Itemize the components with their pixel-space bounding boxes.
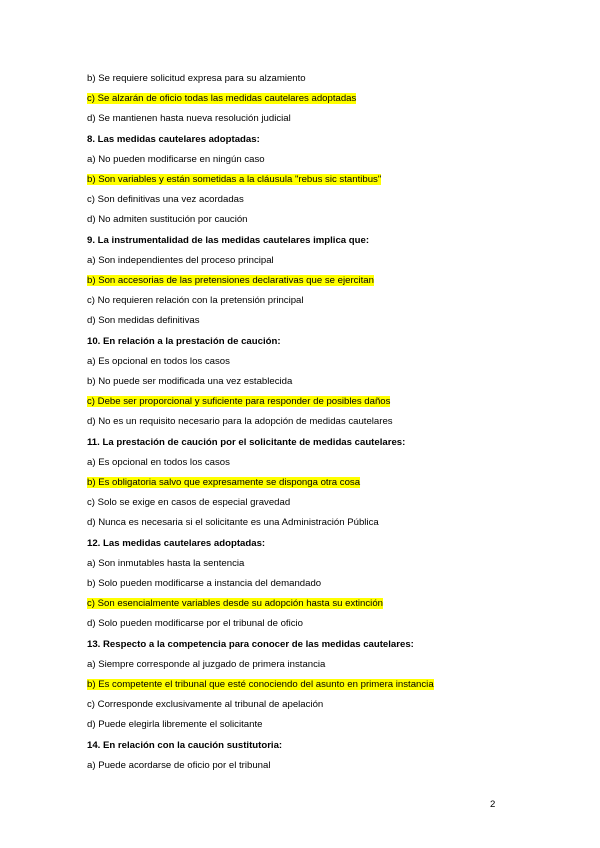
line-text: d) No es un requisito necesario para la adopción de medidas cautelares [87, 416, 393, 428]
line-text: a) Es opcional en todos los casos [87, 355, 230, 367]
answer-option [87, 557, 244, 570]
line-text: d) Se mantienen hasta nueva resolución judicial [87, 113, 291, 125]
highlighted-answer: b) Son accesorias de las pretensiones declarativas que se ejercitan [87, 275, 374, 286]
line-text: a) Puede acordarse de oficio por el tribunal [87, 759, 271, 771]
answer-option [87, 314, 200, 327]
highlighted-answer: c) Se alzarán de oficio todas las medidas cautelares adoptadas [87, 93, 357, 105]
answer-option [87, 597, 383, 610]
answer-option [87, 92, 356, 105]
line-text: a) Es opcional en todos los casos [87, 456, 230, 468]
highlighted-answer: c) Son esencialmente variables desde su adopción hasta su extinción [87, 598, 383, 610]
answer-option [87, 617, 303, 630]
answer-option [87, 577, 321, 590]
question-heading [87, 436, 405, 449]
answer-option [87, 718, 262, 731]
line-text: c) No requieren relación con la pretensión principal [87, 295, 304, 307]
question-heading [87, 133, 260, 146]
question-heading [87, 335, 281, 348]
answer-option [87, 759, 270, 772]
line-text: 13. Respecto a la competencia para conocer de las medidas cautelares: [87, 638, 414, 650]
line-text: a) Son inmutables hasta la sentencia [87, 557, 245, 569]
line-text: 12. Las medidas cautelares adoptadas: [87, 537, 266, 549]
line-text: a) Siempre corresponde al juzgado de primera instancia [87, 658, 326, 670]
line-text: b) Se requiere solicitud expresa para su alzamiento [87, 73, 306, 84]
line-text: a) Son independientes del proceso principal [87, 254, 274, 266]
line-text: 11. La prestación de caución por el solicitante de medidas cautelares: [87, 436, 406, 448]
line-text: 9. La instrumentalidad de las medidas cautelares implica que: [87, 234, 370, 246]
highlighted-answer: b) Es competente el tribunal que esté conociendo del asunto en primera instancia [87, 679, 434, 690]
answer-option [87, 375, 292, 388]
answer-option [87, 274, 374, 287]
line-text: d) No admiten sustitución por caución [87, 214, 248, 226]
answer-option [87, 112, 291, 125]
line-text: b) Solo pueden modificarse a instancia del demandado [87, 578, 322, 589]
line-text: c) Corresponde exclusivamente al tribunal de apelación [87, 699, 324, 711]
line-text: d) Solo pueden modificarse por el tribunal de oficio [87, 618, 303, 630]
line-text: d) Puede elegirla libremente el solicitante [87, 719, 263, 731]
line-text: d) Nunca es necesaria si el solicitante es una Administración Pública [87, 517, 379, 529]
question-heading [87, 638, 414, 651]
answer-option [87, 173, 381, 186]
line-text: c) Son definitivas una vez acordadas [87, 194, 244, 206]
line-text: 10. En relación a la prestación de caución: [87, 335, 281, 347]
answer-option [87, 395, 390, 408]
question-heading [87, 537, 265, 550]
highlighted-answer: c) Debe ser proporcional y suficiente para responder de posibles daños [87, 396, 391, 408]
line-text: c) Solo se exige en casos de especial gravedad [87, 497, 291, 509]
answer-option [87, 476, 360, 489]
answer-option [87, 496, 290, 509]
line-text: 14. En relación con la caución sustitutoria: [87, 739, 283, 751]
line-text: 8. Las medidas cautelares adoptadas: [87, 133, 260, 145]
answer-option [87, 72, 306, 85]
answer-option [87, 456, 230, 469]
line-text: a) No pueden modificarse en ningún caso [87, 153, 265, 165]
line-text: b) No puede ser modificada una vez establecida [87, 376, 293, 387]
highlighted-answer: b) Es obligatoria salvo que expresamente se disponga otra cosa [87, 477, 361, 488]
answer-option [87, 153, 265, 166]
question-heading [87, 234, 369, 247]
answer-option [87, 516, 379, 529]
answer-option [87, 213, 248, 226]
answer-option [87, 254, 274, 267]
answer-option [87, 678, 434, 691]
answer-option [87, 355, 230, 368]
page-number: 2 [490, 799, 496, 810]
line-text: d) Son medidas definitivas [87, 315, 200, 327]
answer-option [87, 658, 325, 671]
answer-option [87, 415, 393, 428]
answer-option [87, 193, 244, 206]
answer-option [87, 294, 304, 307]
highlighted-answer: b) Son variables y están sometidas a la cláusula "rebus sic stantibus" [87, 174, 382, 185]
question-heading [87, 739, 282, 752]
answer-option [87, 698, 323, 711]
